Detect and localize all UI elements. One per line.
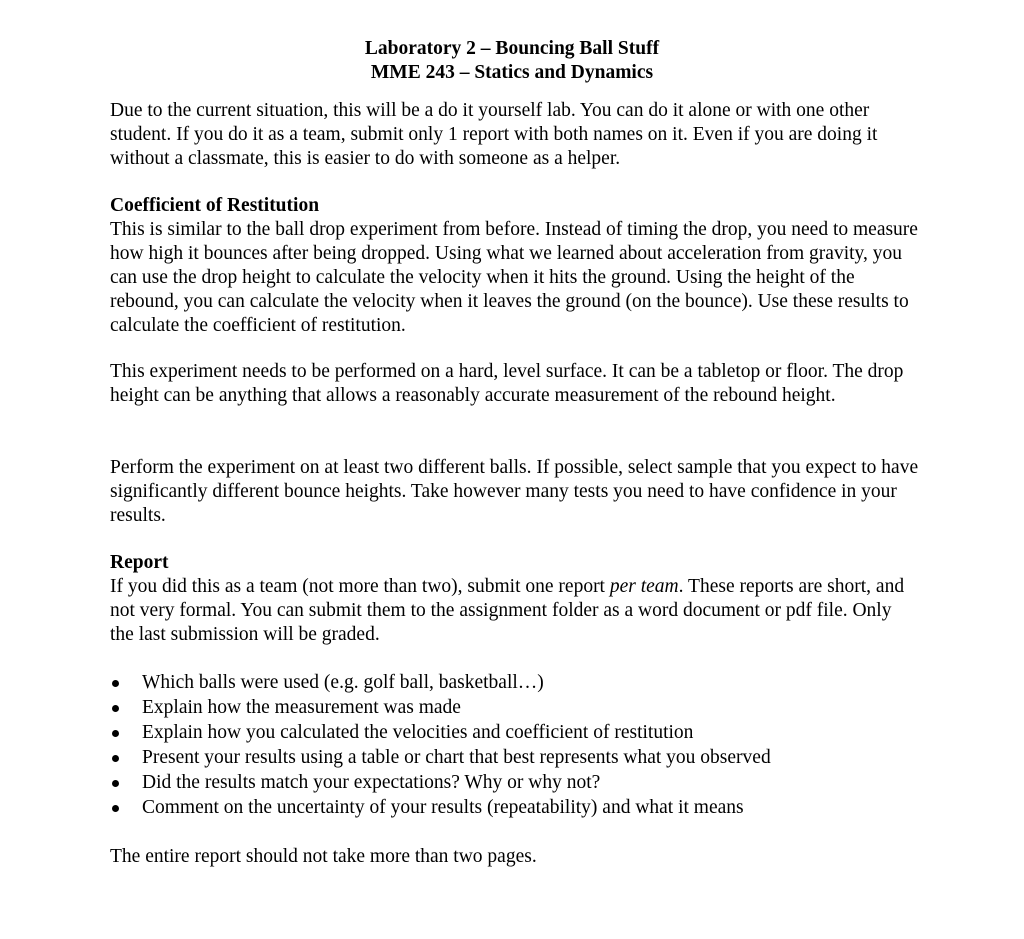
restitution-heading: Coefficient of Restitution — [110, 195, 320, 216]
report-heading: Report — [110, 552, 169, 573]
intro-paragraph: Due to the current situation, this will be a do it yourself lab. You can do it alone or with one other student. If you do it as a team, submit only 1 report with both names on it. Even if you are doing it without a classmate, this is easier to do with someone as a helper. — [110, 100, 878, 169]
list-item-text: Comment on the uncertainty of your results (repeatability) and what it means — [142, 797, 744, 818]
list-item — [110, 696, 920, 721]
bullet-icon — [112, 780, 119, 787]
list-item-text: Which balls were used (e.g. golf ball, basketball…) — [142, 672, 544, 693]
balls-paragraph: Perform the experiment on at least two different balls. If possible, select sample that you expect to have significantly different bounce heights. Take however many tests you need to have confidence in your results. — [110, 457, 919, 526]
list-item — [110, 671, 920, 696]
surface-paragraph: This experiment needs to be performed on a hard, level surface. It can be a tabletop or floor. The drop height can be anything that allows a reasonably accurate measurement of the rebound height. — [110, 361, 904, 406]
bullet-icon — [112, 680, 119, 687]
report-paragraph — [110, 575, 920, 647]
report-text-after: . These reports are short, and not very formal. You can submit them to the assignment folder as a word document or pdf file. Only the last submission will be graded. — [110, 576, 905, 645]
list-item — [110, 746, 920, 771]
bullet-icon — [112, 730, 119, 737]
list-item — [110, 771, 920, 796]
restitution-paragraph: This is similar to the ball drop experiment from before. Instead of timing the drop, you need to measure how high it bounces after being dropped. Using what we learned about acceleration from gravity, you can use the drop height to calculate the velocity when it hits the ground. Using the height of the rebound, you can calculate the velocity when it leaves the ground (on the bounce). Use these results to calculate the coefficient of restitution. — [110, 219, 918, 336]
list-item — [110, 721, 920, 746]
document-title: Laboratory 2 – Bouncing Ball Stuff — [364, 38, 660, 59]
list-item-text: Explain how the measurement was made — [142, 697, 461, 718]
list-item — [110, 796, 920, 821]
course-title: MME 243 – Statics and Dynamics — [370, 62, 654, 83]
list-item-text: Present your results using a table or chart that best represents what you observed — [142, 747, 771, 768]
bullet-icon — [112, 755, 119, 762]
report-requirements-list — [110, 671, 920, 821]
list-item-text: Explain how you calculated the velocities and coefficient of restitution — [142, 722, 694, 743]
report-text-before: If you did this as a team (not more than two), submit one report — [110, 576, 610, 597]
bullet-icon — [112, 805, 119, 812]
bullet-icon — [112, 705, 119, 712]
report-text-italic: per team — [609, 576, 679, 597]
list-item-text: Did the results match your expectations? Why or why not? — [142, 772, 601, 793]
final-paragraph: The entire report should not take more than two pages. — [110, 846, 537, 867]
